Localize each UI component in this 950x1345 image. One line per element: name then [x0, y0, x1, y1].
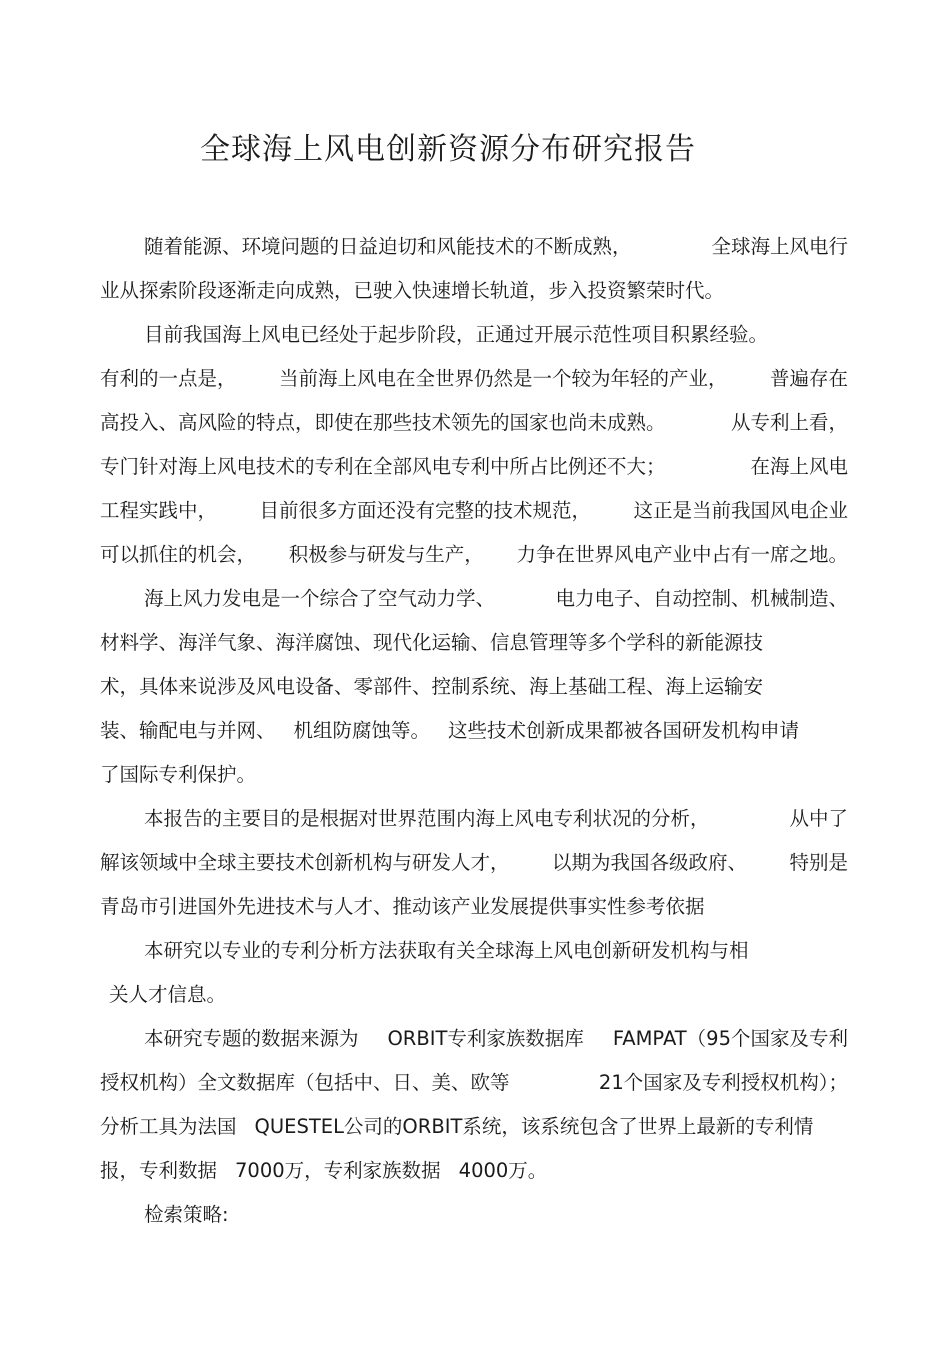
text-segment: 这些技术创新成果都被各国研发机构申请 — [448, 719, 800, 742]
text-segment: 专门针对海上风电技术的专利在全部风电专利中所占比例还不大； — [100, 455, 666, 478]
text-segment: 特别是 — [789, 851, 848, 874]
paragraph — [100, 797, 850, 929]
text-segment: 目前我国海上风电已经处于起步阶段，正通过开展示范性项目积累经验。 — [144, 323, 769, 346]
text-line — [100, 1193, 848, 1237]
text-segment: 报，专利数据 — [100, 1159, 218, 1182]
text-segment: 7000万，专利家族数据 — [235, 1159, 441, 1182]
text-segment: 材料学、海洋气象、海洋腐蚀、现代化运输、信息管理等多个学科的新能源技 — [100, 631, 764, 654]
text-segment: 装、输配电与并网、 — [100, 719, 276, 742]
text-segment: 电力电子、自动控制、机械制造、 — [555, 587, 848, 610]
text-line — [100, 621, 848, 665]
text-segment: QUESTEL公司的ORBIT系统，该系统包含了世界上最新的专利情 — [254, 1115, 814, 1138]
text-line — [100, 445, 848, 489]
text-line — [100, 929, 848, 973]
text-segment: 本研究专题的数据来源为 — [144, 1027, 359, 1050]
text-line — [100, 577, 848, 621]
document-title: 全球海上风电创新资源分布研究报告 — [200, 132, 696, 167]
text-line — [100, 665, 848, 709]
text-line — [100, 1105, 848, 1149]
text-line — [100, 797, 848, 841]
text-segment: 青岛市引进国外先进技术与人才、推动该产业发展提供事实性参考依据 — [100, 895, 705, 918]
paragraph — [100, 577, 850, 797]
text-line — [100, 269, 848, 313]
text-line — [100, 709, 848, 753]
text-line — [100, 753, 848, 797]
text-segment: 这正是当前我国风电企业 — [633, 499, 848, 522]
text-segment: 普遍存在 — [769, 367, 848, 390]
text-segment: ORBIT专利家族数据库 — [387, 1027, 584, 1050]
text-segment: 从中了 — [789, 807, 848, 830]
paragraph — [100, 1017, 850, 1193]
text-segment: 高投入、高风险的特点，即使在那些技术领先的国家也尚未成熟。 — [100, 411, 666, 434]
text-line — [100, 401, 848, 445]
text-line — [100, 973, 848, 1017]
text-segment: 21个国家及专利授权机构）； — [598, 1071, 848, 1094]
paragraph — [100, 225, 850, 313]
text-segment: 随着能源、环境问题的日益迫切和风能技术的不断成熟， — [144, 235, 632, 258]
text-segment: 有利的一点是， — [100, 367, 237, 390]
text-segment: 工程实践中， — [100, 499, 218, 522]
text-line — [100, 885, 848, 929]
text-segment: 以期为我国各级政府、 — [551, 851, 747, 874]
text-line — [100, 841, 848, 885]
text-line — [100, 1017, 848, 1061]
text-segment: 当前海上风电在全世界仍然是一个较为年轻的产业， — [278, 367, 728, 390]
text-segment: 目前很多方面还没有完整的技术规范， — [259, 499, 591, 522]
text-segment: 力争在世界风电产业中占有一席之地。 — [516, 543, 848, 566]
text-segment: 授权机构）全文数据库（包括中、日、美、欧等 — [100, 1071, 510, 1094]
text-line — [100, 533, 848, 577]
text-line — [100, 313, 848, 357]
text-segment: 术，具体来说涉及风电设备、零部件、控制系统、海上基础工程、海上运输安 — [100, 675, 764, 698]
text-line — [100, 1149, 848, 1193]
text-segment: 业从探索阶段逐渐走向成熟，已驶入快速增长轨道，步入投资繁荣时代。 — [100, 279, 725, 302]
text-segment: 全球海上风电行 — [711, 235, 848, 258]
text-segment: 在海上风电 — [750, 455, 848, 478]
text-line — [100, 1061, 848, 1105]
text-line — [100, 225, 848, 269]
text-segment: 本研究以专业的专利分析方法获取有关全球海上风电创新研发机构与相 — [144, 939, 749, 962]
text-segment: 本报告的主要目的是根据对世界范围内海上风电专利状况的分析， — [144, 807, 710, 830]
text-line — [100, 357, 848, 401]
text-segment: 积极参与研发与生产， — [288, 543, 484, 566]
text-line — [100, 489, 848, 533]
paragraph — [100, 1193, 850, 1237]
text-segment: 海上风力发电是一个综合了空气动力学、 — [144, 587, 496, 610]
paragraph — [100, 929, 850, 1017]
text-segment: 分析工具为法国 — [100, 1115, 237, 1138]
text-segment: FAMPAT（95个国家及专利 — [612, 1027, 848, 1050]
text-segment: 解该领域中全球主要技术创新机构与研发人才， — [100, 851, 510, 874]
text-segment: 可以抓住的机会， — [100, 543, 257, 566]
text-segment: 从专利上看， — [730, 411, 848, 434]
document-body — [100, 225, 850, 1237]
text-segment: 4000万。 — [458, 1159, 548, 1182]
paragraph — [100, 313, 850, 577]
text-segment: 检索策略: — [144, 1203, 229, 1226]
text-segment: 了国际专利保护。 — [100, 763, 257, 786]
text-segment: 关人才信息。 — [109, 983, 227, 1006]
text-segment: 机组防腐蚀等。 — [293, 719, 431, 742]
